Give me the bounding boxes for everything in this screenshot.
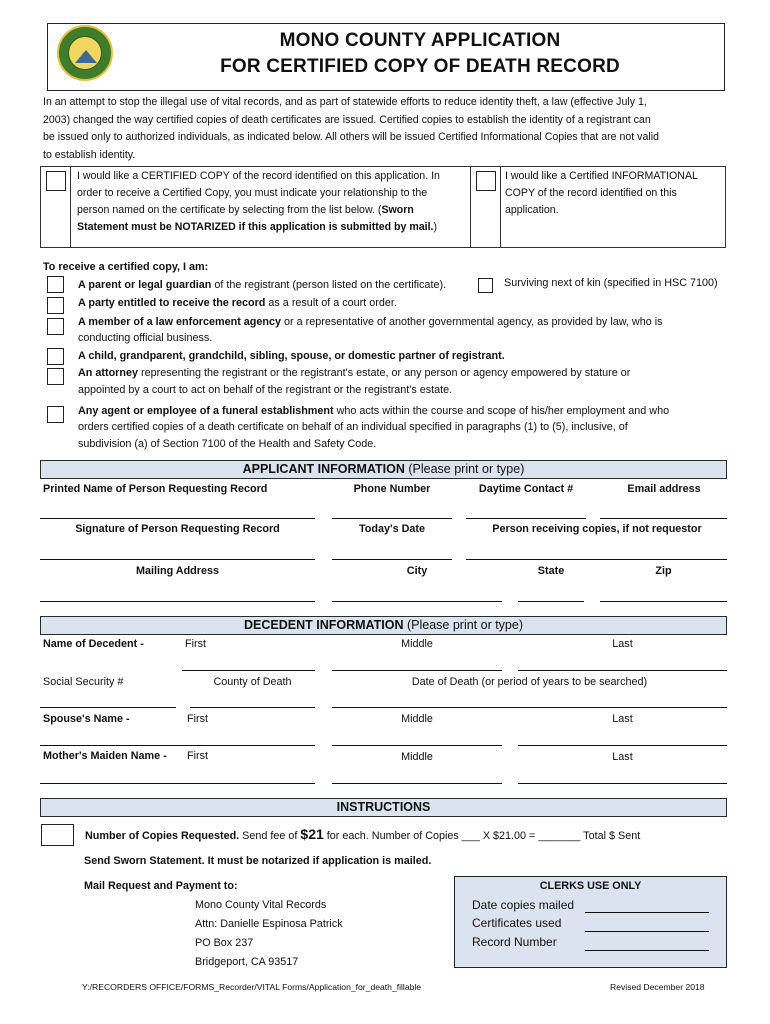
- mother-last-field[interactable]: [518, 783, 727, 784]
- spouse-first-field[interactable]: [40, 745, 315, 746]
- date-of-death-label: Date of Death (or period of years to be searched): [411, 676, 648, 688]
- printed-name-label: Printed Name of Person Requesting Record: [43, 483, 268, 495]
- phone-field[interactable]: [332, 518, 452, 519]
- funeral-agent-label-line2: orders certified copies of a death certificate on behalf of an individual specified in paragraphs (1) to (5), inclusive, of: [78, 421, 628, 433]
- today-date-label: Today's Date: [359, 523, 425, 535]
- page-title-line1: MONO COUNTY APPLICATION: [279, 30, 561, 51]
- decedent-first-field[interactable]: [182, 670, 315, 671]
- court-order-label: A party entitled to receive the record as a result of a court order.: [78, 297, 397, 309]
- page-title-line2: FOR CERTIFIED COPY OF DEATH RECORD: [220, 56, 620, 77]
- phone-label: Phone Number: [353, 483, 431, 495]
- ssn-label: Social Security #: [43, 676, 124, 688]
- zip-label: Zip: [655, 565, 672, 577]
- mother-first-label: First: [187, 750, 208, 762]
- address-line3: PO Box 237: [195, 937, 254, 949]
- mother-last-label: Last: [612, 751, 633, 763]
- funeral-agent-checkbox[interactable]: [47, 406, 64, 423]
- law-enforcement-label-line2: conducting official business.: [78, 332, 213, 344]
- family-member-label: A child, grandparent, grandchild, sibling, spouse, or domestic partner of registrant.: [78, 350, 505, 362]
- informational-copy-text: I would like a Certified INFORMATIONAL COPY of the record identified on this application.: [505, 170, 698, 216]
- sworn-statement-note: Send Sworn Statement. It must be notarized if application is mailed.: [84, 855, 432, 867]
- attorney-label: An attorney representing the registrant or the registrant's estate, or any person or agency empowered by stature or: [78, 367, 631, 379]
- spouse-middle-field[interactable]: [332, 745, 502, 746]
- clerks-use-heading: CLERKS USE ONLY: [539, 880, 642, 892]
- record-number-field[interactable]: [585, 950, 709, 951]
- spouse-first-label: First: [187, 713, 208, 725]
- attorney-checkbox[interactable]: [47, 368, 64, 385]
- funeral-agent-label-line3: subdivision (a) of Section 7100 of the Health and Safety Code.: [78, 438, 377, 450]
- mailing-address-field[interactable]: [40, 601, 315, 602]
- law-enforcement-checkbox[interactable]: [47, 318, 64, 335]
- daytime-contact-field[interactable]: [466, 518, 586, 519]
- county-seal-icon: [57, 25, 113, 81]
- intro-paragraph: In an attempt to stop the illegal use of vital records, and as part of statewide efforts to reduce identity theft, a law (effective July 1, 2003) changed the way certified copies of death certificates are issued. Certified copies to establish the identity of a registrant can be issued only to authorized individuals, as indicated below. All others will be issued Certified Informational Copies that are not valid to establish identity.: [43, 96, 659, 161]
- state-field[interactable]: [518, 601, 584, 602]
- ssn-field[interactable]: [40, 707, 176, 708]
- address-line2: Attn: Danielle Espinosa Patrick: [195, 918, 343, 930]
- city-label: City: [406, 565, 428, 577]
- certified-copy-text: I would like a CERTIFIED COPY of the record identified on this application. In order to receive a Certified Copy, you must indicate your relationship to the person named on the certificate by selecting from the list below. (Sworn Statement must be NOTARIZED if this application is submitted by mail.): [77, 170, 440, 233]
- decedent-band: DECEDENT INFORMATION (Please print or type): [40, 616, 727, 635]
- signature-label: Signature of Person Requesting Record: [75, 523, 280, 535]
- county-of-death-label: County of Death: [213, 676, 292, 688]
- footer-revised-date: Revised December 2018: [610, 982, 705, 992]
- copies-requested-text: Number of Copies Requested. Send fee of $21 for each. Number of Copies ___ X $21.00 = _______ Total $ Sent: [85, 826, 641, 842]
- informational-copy-checkbox[interactable]: [476, 171, 496, 191]
- next-of-kin-checkbox[interactable]: [478, 278, 493, 293]
- zip-field[interactable]: [600, 601, 727, 602]
- spouse-last-field[interactable]: [518, 745, 727, 746]
- mail-request-heading: Mail Request and Payment to:: [84, 880, 238, 892]
- mother-first-field[interactable]: [40, 783, 315, 784]
- date-copies-mailed-label: Date copies mailed: [472, 898, 575, 912]
- printed-name-field[interactable]: [40, 518, 315, 519]
- parent-label: A parent or legal guardian of the registrant (person listed on the certificate).: [78, 279, 447, 291]
- law-enforcement-label: A member of a law enforcement agency or a representative of another governmental agency, as provided by law, who is: [78, 316, 663, 328]
- spouse-last-label: Last: [612, 713, 633, 725]
- county-of-death-field[interactable]: [190, 707, 315, 708]
- signature-field[interactable]: [40, 559, 315, 560]
- decedent-middle-label: Middle: [401, 638, 433, 650]
- address-line1: Mono County Vital Records: [195, 899, 327, 911]
- receiver-label: Person receiving copies, if not requestor: [492, 523, 702, 535]
- email-field[interactable]: [600, 518, 727, 519]
- spouse-name-label: Spouse's Name -: [43, 713, 130, 725]
- daytime-contact-label: Daytime Contact #: [478, 483, 574, 495]
- decedent-middle-field[interactable]: [332, 670, 502, 671]
- relationship-heading: To receive a certified copy, I am:: [43, 261, 209, 273]
- address-line4: Bridgeport, CA 93517: [195, 956, 299, 968]
- funeral-agent-label: Any agent or employee of a funeral establishment who acts within the course and scope of his/her employment and who: [78, 405, 670, 417]
- footer-file-path: Y:/RECORDERS OFFICE/FORMS_Recorder/VITAL Forms/Application_for_death_fillable: [82, 982, 422, 992]
- decedent-last-label: Last: [612, 638, 633, 650]
- city-field[interactable]: [332, 601, 502, 602]
- attorney-label-line2: appointed by a court to act on behalf of the registrant or the registrant's estate.: [78, 384, 453, 396]
- certified-copy-checkbox[interactable]: [46, 171, 66, 191]
- court-order-checkbox[interactable]: [47, 297, 64, 314]
- applicant-band: APPLICANT INFORMATION (Please print or type): [40, 460, 727, 479]
- email-label: Email address: [627, 483, 701, 495]
- next-of-kin-label: Surviving next of kin (specified in HSC 7100): [504, 277, 718, 289]
- mailing-address-label: Mailing Address: [136, 565, 219, 577]
- date-of-death-field[interactable]: [332, 707, 727, 708]
- state-label: State: [537, 565, 565, 577]
- decedent-first-label: First: [185, 638, 206, 650]
- receiver-field[interactable]: [466, 559, 727, 560]
- parent-checkbox[interactable]: [47, 276, 64, 293]
- copies-requested-box[interactable]: [41, 824, 74, 846]
- mother-middle-field[interactable]: [332, 783, 502, 784]
- certificates-used-label: Certificates used: [472, 916, 562, 930]
- family-member-checkbox[interactable]: [47, 348, 64, 365]
- date-copies-mailed-field[interactable]: [585, 912, 709, 913]
- spouse-middle-label: Middle: [401, 713, 433, 725]
- mother-maiden-name-label: Mother's Maiden Name -: [43, 750, 167, 762]
- mother-middle-label: Middle: [401, 751, 433, 763]
- decedent-last-field[interactable]: [518, 670, 727, 671]
- instructions-band: INSTRUCTIONS: [40, 798, 727, 817]
- decedent-name-label: Name of Decedent -: [43, 638, 144, 650]
- today-date-field[interactable]: [332, 559, 452, 560]
- record-number-label: Record Number: [472, 935, 557, 949]
- certificates-used-field[interactable]: [585, 931, 709, 932]
